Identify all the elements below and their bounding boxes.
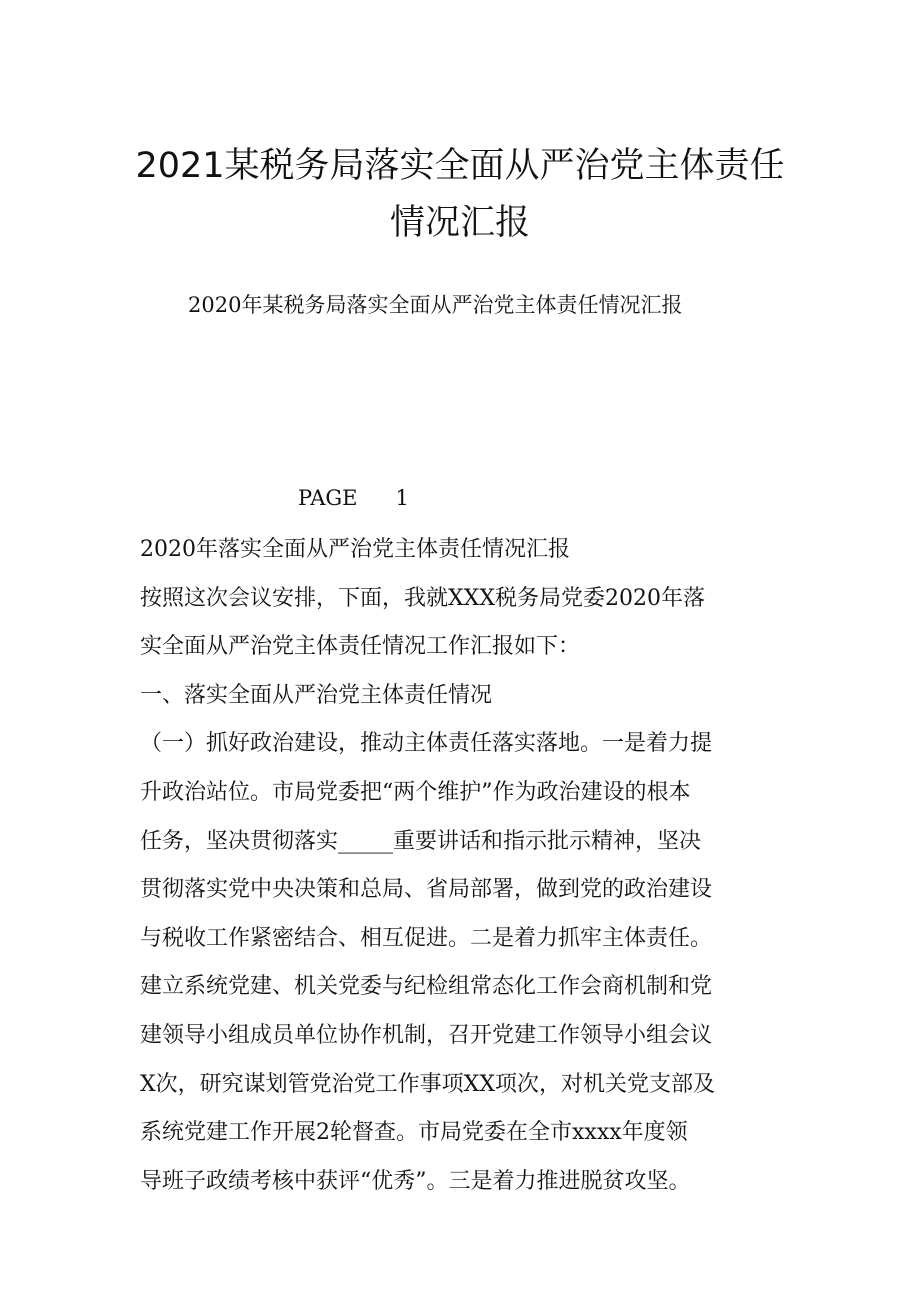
body-line: 导班子政绩考核中获评“优秀”。三是着力推进脱贫攻坚。 xyxy=(140,1168,691,1194)
body-line: 一、落实全面从严治党主体责任情况 xyxy=(140,682,493,708)
body-line: 2020年落实全面从严治党主体责任情况汇报 xyxy=(140,537,570,562)
document-title-line-2: 情况汇报 xyxy=(389,203,530,243)
body-line: 升政治站位。市局党委把“两个维护”作为政治建设的根本 xyxy=(140,779,691,805)
body-line: 与税收工作紧密结合、相互促进。二是着力抓牢主体责任。 xyxy=(140,925,713,951)
document-title xyxy=(0,138,920,252)
body-line: 建立系统党建、机关党委与纪检组常态化工作会商机制和党 xyxy=(140,974,713,1000)
body-line: 按照这次会议安排，下面，我就XXX税务局党委2020年落 xyxy=(140,585,705,611)
body-text xyxy=(140,526,790,1206)
page-marker xyxy=(298,478,409,518)
body-line: 任务，坚决贯彻落实_____重要讲话和指示批示精神，坚决 xyxy=(140,828,702,854)
body-line: 建领导小组成员单位协作机制，召开党建工作领导小组会议 xyxy=(140,1022,713,1048)
body-line: （一）抓好政治建设，推动主体责任落实落地。一是着力提 xyxy=(140,731,713,757)
body-line: 系统党建工作开展2轮督查。市局党委在全市xxxx年度领 xyxy=(140,1120,688,1146)
document-subtitle: 2020年某税务局落实全面从严治党主体责任情况汇报 xyxy=(188,293,683,317)
page-number: 1 xyxy=(395,486,409,510)
body-line: 贯彻落实党中央决策和总局、省局部署，做到党的政治建设 xyxy=(140,877,713,903)
document-title-line-1: 2021某税务局落实全面从严治党主体责任 xyxy=(135,146,785,186)
body-line: X次，研究谋划管党治党工作事项XX项次，对机关党支部及 xyxy=(140,1071,715,1097)
page-label: PAGE xyxy=(298,486,358,510)
body-line: 实全面从严治党主体责任情况工作汇报如下： xyxy=(140,634,581,660)
